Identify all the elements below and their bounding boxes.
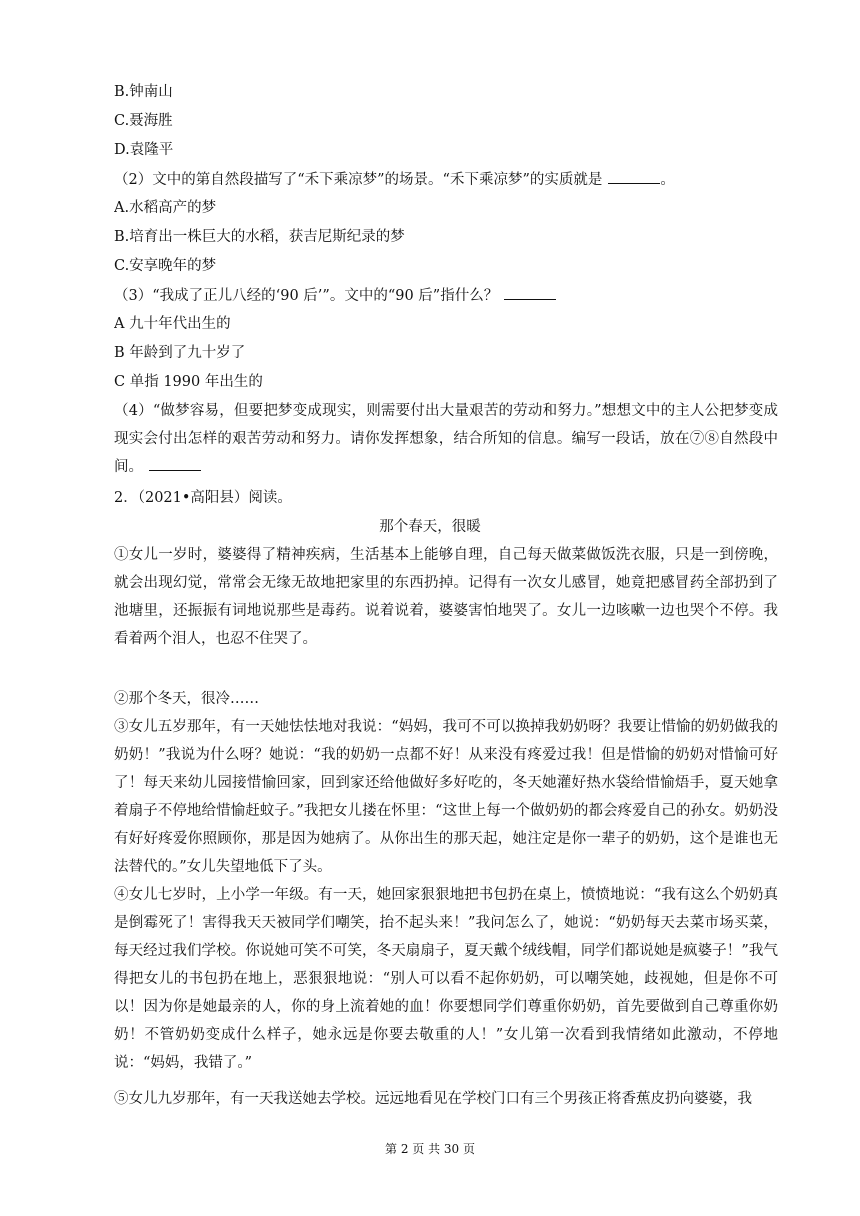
paragraph-1: ①女儿一岁时，婆婆得了精神疾病，生活基本上能够自理，自己每天做菜做饭洗衣服，只是一到傍晚，就会出现幻觉，常常会无缘无故地把家里的东西扔掉。记得有一次女儿感冒，她竟把感冒药全部扔到了池塘里，还振振有词地说那些是毒药。说着说着，婆婆害怕地哭了。女儿一边咳嗽一边也哭个不停。我看着两个泪人，也忍不住哭了。	[114, 547, 778, 647]
paragraph-4: ④女儿七岁时，上小学一年级。有一天，她回家狠狠地把书包扔在桌上，愤愤地说：“我有这么个奶奶真是倒霉死了！害得我天天被同学们嘲笑，抬不起头来！”我问怎么了，她说：“奶奶每天去菜市场买菜，每天经过我们学校。你说她可笑不可笑，冬天扇扇子，夏天戴个绒线帽，同学们都说她是疯婆子！”我气得把女儿的书包扔在地上，恶狠狠地说：“别人可以看不起你奶奶，可以嘲笑她，歧视她，但是你不可以！因为你是她最亲的人，你的身上流着她的血！你要想同学们尊重你奶奶，首先要做到自己尊重你奶奶！不管奶奶变成什么样子，她永远是你要去敬重的人！”女儿第一次看到我情绪如此激动，不停地说：“妈妈，我错了。”	[114, 887, 778, 1071]
option-b-q3: B 年龄到了九十岁了	[114, 345, 246, 361]
question-2-end: 。	[660, 172, 675, 188]
question-4-text: （4）“做梦容易，但要把梦变成现实，则需要付出大量艰苦的劳动和努力。”想想文中的主人公把梦变成现实会付出怎样的艰苦劳动和努力。请你发挥想象，结合所知的信息。编写一段话，放在⑦⑧自然段中间。	[114, 403, 778, 475]
option-c-q3: C 单指 1990 年出生的	[114, 374, 263, 390]
option-c-nie-haisheng: C.聂海胜	[114, 113, 173, 129]
question-4	[114, 397, 778, 481]
option-b-q2: B.培育出一株巨大的水稻，获吉尼斯纪录的梦	[114, 229, 405, 245]
option-b-zhong-nanshan: B.钟南山	[114, 84, 173, 100]
paragraph-2: ②那个冬天，很冷……	[114, 691, 259, 707]
answer-blank[interactable]	[149, 456, 201, 471]
page-footer: 第 2 页 共 30 页	[385, 1142, 475, 1156]
paragraph-3: ③女儿五岁那年，有一天她怯怯地对我说：“妈妈，我可不可以换掉我奶奶呀？我要让惜愉的奶奶做我的奶奶！”我说为什么呀？她说：“我的奶奶一点都不好！从来没有疼爱过我！但是惜愉的奶奶对惜愉可好了！每天来幼儿园接惜愉回家，回到家还给他做好多好吃的，冬天她灌好热水袋给惜愉焐手，夏天她拿着扇子不停地给惜愉赶蚊子。”我把女儿搂在怀里：“这世上每一个做奶奶的都会疼爱自己的孙女。奶奶没有好好疼爱你照顾你，那是因为她病了。从你出生的那天起，她注定是你一辈子的奶奶，这个是谁也无法替代的。”女儿失望地低下了头。	[114, 719, 778, 875]
option-d-yuan-longping: D.袁隆平	[114, 142, 174, 158]
answer-blank[interactable]	[504, 285, 556, 300]
question-3	[114, 285, 774, 306]
question-2-heading: 2．（2021•高阳县）阅读。	[114, 490, 292, 506]
passage-title: 那个春天，很暖	[379, 519, 481, 535]
option-a-q3: A 九十年代出生的	[114, 316, 231, 332]
question-2-text: （2）文中的第自然段描写了“禾下乘凉梦”的场景。“禾下乘凉梦”的实质就是	[114, 172, 603, 188]
paragraph-5: ⑤女儿九岁那年，有一天我送她去学校。远远地看见在学校门口有三个男孩正将香蕉皮扔向婆婆，我	[114, 1091, 752, 1107]
answer-blank[interactable]	[608, 169, 660, 184]
question-3-text: （3）“我成了正儿八经的‘90 后’”。文中的“90 后”指什么？	[114, 288, 499, 304]
option-a-q2: A.水稻高产的梦	[114, 200, 217, 216]
option-c-q2: C.安享晚年的梦	[114, 258, 217, 274]
question-2	[114, 169, 774, 190]
